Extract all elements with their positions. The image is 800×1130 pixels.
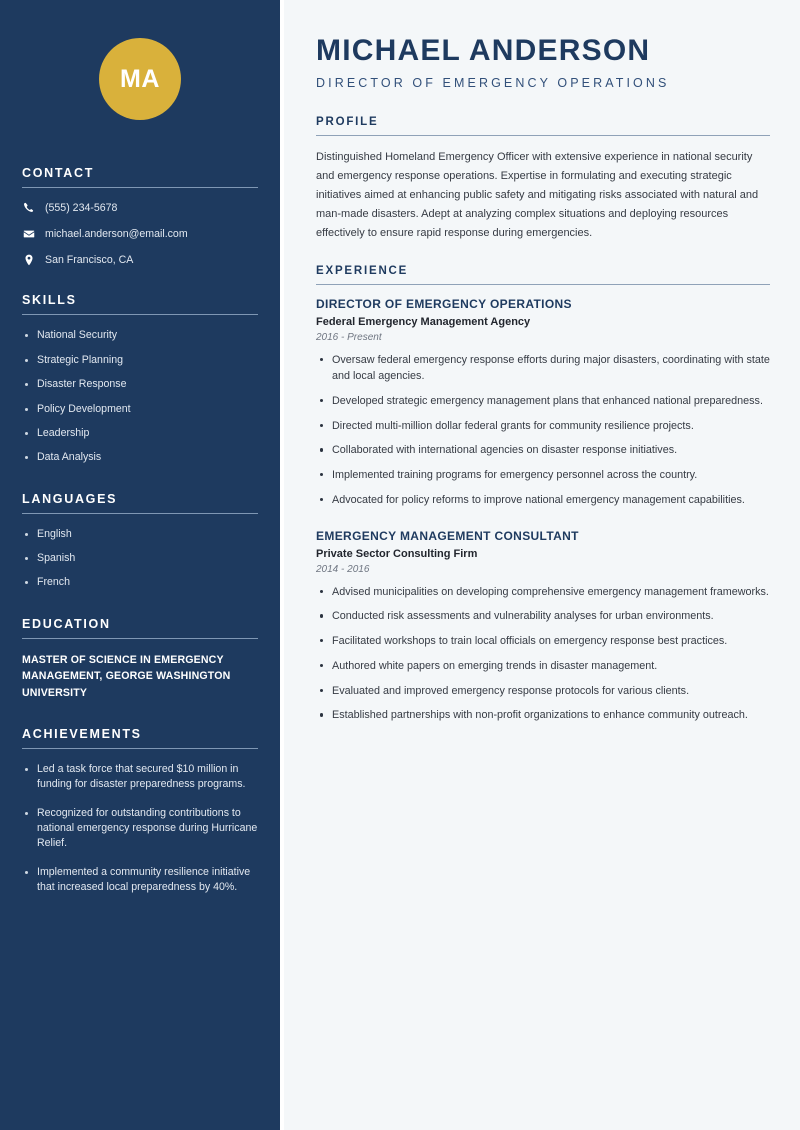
experience-company: Federal Emergency Management Agency (316, 315, 531, 328)
experience-entry (316, 297, 770, 509)
education-heading: EDUCATION (22, 616, 111, 631)
contact-location-value: San Francisco, CA (45, 253, 134, 266)
contact-item-location[interactable] (22, 253, 258, 268)
languages-heading: LANGUAGES (22, 491, 118, 506)
achievements-list (22, 762, 258, 896)
experience-divider (316, 284, 770, 285)
profile-heading: PROFILE (316, 116, 379, 128)
experience-company: Private Sector Consulting Firm (316, 547, 478, 560)
list-item: Advised municipalities on developing comprehensive emergency management frameworks. (316, 584, 770, 601)
sidebar-section-achievements (22, 727, 258, 896)
achievements-divider (22, 748, 258, 749)
sidebar (0, 0, 280, 1130)
list-item: National Security (22, 328, 258, 343)
phone-icon (22, 201, 35, 213)
sidebar-section-languages (22, 492, 258, 591)
list-item: Collaborated with international agencies on disaster response initiatives. (316, 442, 770, 459)
skills-divider (22, 314, 258, 315)
list-item: Led a task force that secured $10 million in funding for disaster preparedness programs. (22, 762, 258, 793)
profile-divider (316, 135, 770, 136)
list-item: English (22, 527, 258, 542)
list-item: Spanish (22, 551, 258, 566)
list-item: Evaluated and improved emergency response protocols for various clients. (316, 683, 770, 700)
sidebar-section-contact (22, 166, 258, 267)
experience-dates: 2016 - Present (316, 331, 382, 343)
list-item: Policy Development (22, 402, 258, 417)
list-item: Recognized for outstanding contributions to national emergency response during Hurricane Relief. (22, 806, 258, 852)
list-item: Developed strategic emergency management plans that enhanced national preparedness. (316, 393, 770, 410)
experience-entry (316, 529, 770, 724)
contact-phone-value: (555) 234-5678 (45, 202, 118, 214)
list-item: Conducted risk assessments and vulnerability analyses for urban environments. (316, 608, 770, 625)
contact-item-email[interactable] (22, 227, 258, 242)
list-item: French (22, 575, 258, 590)
contact-item-phone[interactable] (22, 201, 258, 216)
achievements-heading: ACHIEVEMENTS (22, 726, 142, 741)
envelope-icon (22, 227, 35, 240)
languages-list (22, 527, 258, 591)
list-item: Established partnerships with non-profit organizations to enhance community outreach. (316, 707, 770, 724)
list-item: Advocated for policy reforms to improve national emergency management capabilities. (316, 492, 770, 509)
education-item: MASTER OF SCIENCE IN EMERGENCY MANAGEMENT, GEORGE WASHINGTON UNIVERSITY (22, 653, 231, 699)
languages-divider (22, 513, 258, 514)
map-pin-icon (22, 253, 35, 266)
experience-role: DIRECTOR OF EMERGENCY OPERATIONS (316, 296, 572, 311)
list-item: Leadership (22, 426, 258, 441)
section-profile (316, 116, 770, 243)
skills-heading: SKILLS (22, 293, 77, 308)
contact-heading: CONTACT (22, 166, 95, 180)
list-item: Implemented a community resilience initiative that increased local preparedness by 40%. (22, 865, 258, 896)
experience-heading: EXPERIENCE (316, 264, 409, 277)
page-title: MICHAEL ANDERSON (316, 34, 651, 67)
list-item: Data Analysis (22, 450, 258, 465)
list-item: Disaster Response (22, 377, 258, 392)
avatar-container (22, 0, 258, 166)
contact-divider (22, 187, 258, 188)
list-item: Directed multi-million dollar federal grants for community resilience projects. (316, 418, 770, 435)
list-item: Authored white papers on emerging trends in disaster management. (316, 658, 770, 675)
avatar: MA (99, 38, 181, 120)
experience-role: EMERGENCY MANAGEMENT CONSULTANT (316, 528, 579, 543)
experience-bullets (316, 352, 770, 509)
skills-list (22, 328, 258, 465)
header-job-title: DIRECTOR OF EMERGENCY OPERATIONS (316, 76, 670, 90)
sidebar-section-skills (22, 293, 258, 465)
experience-bullets (316, 584, 770, 724)
section-experience (316, 265, 770, 725)
experience-dates: 2014 - 2016 (316, 563, 370, 575)
profile-text: Distinguished Homeland Emergency Officer with extensive experience in national security and emergency response operations. Expertise in formulating and executing strategic initiatives aimed at enhancing public safety and mitigating risks associated with natural and man-made disasters. Adept at analyzing complex situations and deploying resources effectively to ensure rapid response during emergencies. (316, 151, 759, 239)
contact-email-value: michael.anderson@email.com (45, 227, 188, 240)
list-item: Strategic Planning (22, 353, 258, 368)
list-item: Implemented training programs for emergency personnel across the country. (316, 467, 770, 484)
sidebar-section-education (22, 617, 258, 701)
education-divider (22, 638, 258, 639)
main-content (280, 0, 800, 1130)
list-item: Oversaw federal emergency response efforts during major disasters, coordinating with state and local agencies. (316, 352, 770, 385)
list-item: Facilitated workshops to train local officials on emergency response best practices. (316, 633, 770, 650)
